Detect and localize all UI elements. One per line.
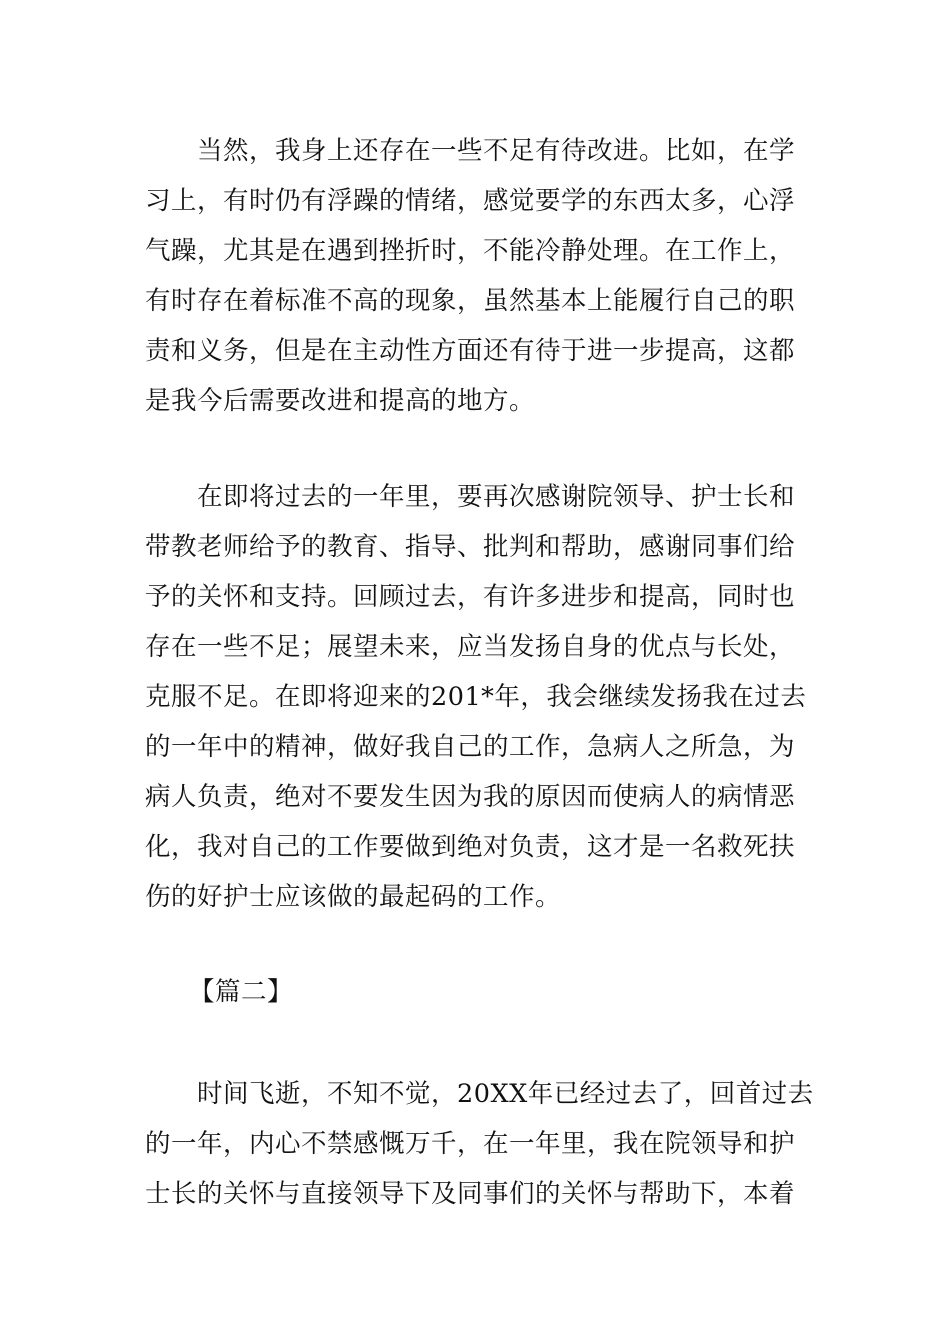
text-line: 有时存在着标准不高的现象，虽然基本上能履行自己的职: [145, 286, 796, 316]
paragraph-thanks: [145, 472, 810, 922]
text-line: 当然，我身上还存在一些不足有待改进。比如，在学: [197, 136, 796, 166]
text-line: 时间飞逝，不知不觉，20XX年已经过去了，回首过去: [197, 1079, 814, 1109]
text-line: 在即将过去的一年里，要再次感谢院领导、护士长和: [197, 482, 796, 512]
text-line: 存在一些不足；展望未来，应当发扬自身的优点与长处，: [145, 632, 796, 662]
text-line: 病人负责，绝对不要发生因为我的原因而使病人的病情恶: [145, 782, 796, 812]
text-line: 士长的关怀与直接领导下及同事们的关怀与帮助下，本着: [145, 1179, 796, 1209]
section-title: 【篇二】: [189, 977, 294, 1007]
text-line: 责和义务，但是在主动性方面还有待于进一步提高，这都: [145, 336, 796, 366]
text-line: 带教老师给予的教育、指导、批判和帮助，感谢同事们给: [145, 532, 796, 562]
text-line: 气躁，尤其是在遇到挫折时，不能冷静处理。在工作上，: [145, 236, 796, 266]
text-line: 予的关怀和支持。回顾过去，有许多进步和提高，同时也: [145, 582, 796, 612]
text-line: 的一年，内心不禁感慨万千，在一年里，我在院领导和护: [145, 1129, 796, 1159]
section-heading: [145, 967, 810, 1017]
text-line: 伤的好护士应该做的最起码的工作。: [145, 882, 562, 912]
text-line: 习上，有时仍有浮躁的情绪，感觉要学的东西太多，心浮: [145, 186, 796, 216]
paragraph-part-two: [145, 1069, 814, 1219]
text-line: 化，我对自己的工作要做到绝对负责，这才是一名救死扶: [145, 832, 796, 862]
text-line: 是我今后需要改进和提高的地方。: [145, 386, 536, 416]
paragraph-shortcomings: [145, 126, 810, 426]
text-line: 的一年中的精神，做好我自己的工作，急病人之所急，为: [145, 732, 796, 762]
text-line: 克服不足。在即将迎来的201*年，我会继续发扬我在过去: [145, 682, 807, 712]
